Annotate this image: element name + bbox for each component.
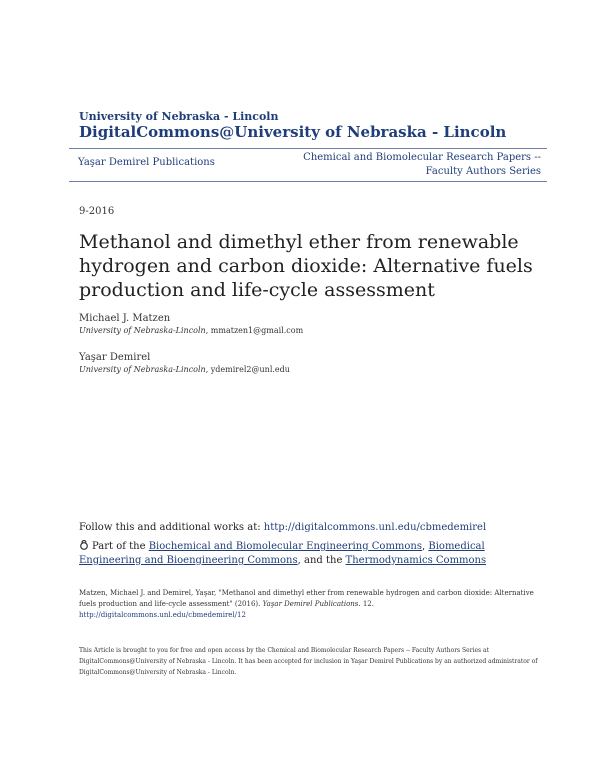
series-bar [69,148,547,182]
author-institution: University of Nebraska-Lincoln [79,365,206,374]
part-of-sep1: , [422,541,429,552]
author-email: , mmatzen1@gmail.com [205,326,304,335]
recommended-citation [79,588,539,621]
access-notice: This Article is brought to you for free and open access by the Chemical and Biomolecular Research Papers -- Faculty Authors Series at DigitalCommons@University of Nebraska - Lincoln. It has been accepted for inclusion in Yaşar Demirel Publications by an authorized administrator of DigitalCommons@University of Nebraska - Lincoln. [79,647,538,676]
commons-link-biochemical[interactable]: Biochemical and Biomolecular Engineering Commons [148,541,423,552]
author-affiliation [79,325,529,337]
commons-link-biomedical[interactable]: Biomedical Engineering and Bioengineering Commons [79,541,485,566]
publication-date: 9-2016 [79,206,115,217]
author-name[interactable]: Michael J. Matzen [79,313,171,324]
series-right-line2: Faculty Authors Series [425,166,541,177]
citation-number: . 12. [358,600,374,608]
author-block [79,351,529,376]
author-block [79,312,529,337]
series-right-line1: Chemical and Biomolecular Research Papers -- [303,152,541,163]
follow-line [79,522,549,533]
series-link-publications[interactable]: Yaşar Demirel Publications [78,157,215,168]
citation-series: Yaşar Demirel Publications [262,600,359,608]
author-institution: University of Nebraska-Lincoln [79,326,206,335]
series-link-research-papers[interactable] [281,151,541,179]
follow-link[interactable]: http://digitalcommons.unl.edu/cbmedemirel [263,522,487,533]
citation-link[interactable]: http://digitalcommons.unl.edu/cbmedemirel/12 [79,611,246,619]
part-of-sep2: , and the [297,555,346,566]
repository-name[interactable]: DigitalCommons@University of Nebraska - Lincoln [79,123,507,141]
author-email: , ydemirel2@unl.edu [205,365,290,374]
open-access-icon [79,540,89,550]
part-of-line [79,540,529,568]
author-affiliation [79,364,529,376]
commons-link-thermodynamics[interactable]: Thermodynamics Commons [345,555,487,566]
citation-text: Matzen, Michael J. and Demirel, Yaşar, "Methanol and dimethyl ether from renewable hydrogen and carbon dioxide: Alternative fuels production and life-cycle assessment" (2016). [79,589,534,608]
part-of-prefix: Part of the [92,541,149,552]
university-name[interactable]: University of Nebraska - Lincoln [79,110,279,123]
author-name[interactable]: Yaşar Demirel [79,352,151,363]
article-title: Methanol and dimethyl ether from renewable hydrogen and carbon dioxide: Alternative fuels production and life-cycle assessment [79,231,533,301]
repository-header [79,110,549,142]
follow-prefix: Follow this and additional works at: [79,522,264,533]
